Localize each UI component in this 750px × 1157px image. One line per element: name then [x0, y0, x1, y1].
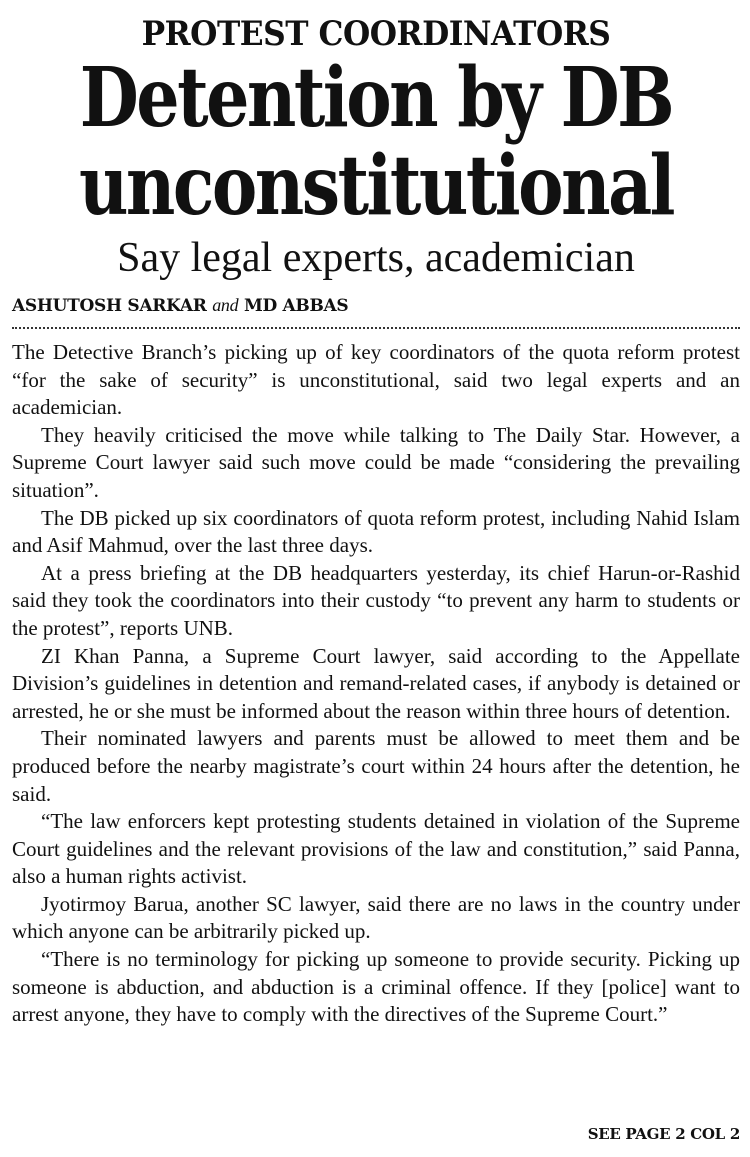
article-body: [12, 339, 740, 1029]
byline-author-2: MD ABBAS: [243, 296, 349, 316]
dotted-divider: [12, 327, 740, 329]
paragraph: Their nominated lawyers and parents must be allowed to meet them and be produced before the nearby magistrate’s court within 24 hours after the detention, he said.: [12, 726, 740, 806]
paragraph: They heavily criticised the move while talking to The Daily Star. However, a Supreme Court lawyer said such move could be made “considering the prevailing situation”.: [12, 422, 740, 502]
kicker: PROTEST COORDINATORS: [141, 14, 611, 54]
headline: [74, 50, 678, 234]
headline-line-2: unconstitutional: [78, 138, 674, 234]
paragraph: “There is no terminology for picking up someone to provide security. Picking up someone is abduction, and abduction is a criminal offence. If they [police] want to arrest anyone, they have to comply with the directives of the Supreme Court.”: [12, 947, 740, 1027]
paragraph: The Detective Branch’s picking up of key coordinators of the quota reform protest “for the sake of security” is unconstitutional, said two legal experts and an academician.: [12, 340, 740, 420]
byline-author-1: ASHUTOSH SARKAR: [12, 296, 207, 316]
byline-conjunction: and: [212, 295, 239, 315]
paragraph: ZI Khan Panna, a Supreme Court lawyer, said according to the Appellate Division’s guidelines in detention and remand-related cases, if anybody is detained or arrested, he or she must be informed about the reason within three hours of detention.: [12, 643, 740, 723]
paragraph: Jyotirmoy Barua, another SC lawyer, said there are no laws in the country under which anyone can be arbitrarily picked up.: [12, 891, 740, 944]
continued-jump-line: SEE PAGE 2 COL 2: [587, 1125, 740, 1143]
headline-line-1: Detention by DB: [79, 50, 673, 146]
paragraph: “The law enforcers kept protesting students detained in violation of the Supreme Court guidelines and the relevant provisions of the law and constitution,” said Panna, also a human rights activist.: [12, 809, 740, 889]
byline: [12, 294, 740, 317]
subheadline: Say legal experts, academician: [117, 235, 635, 281]
paragraph: At a press briefing at the DB headquarters yesterday, its chief Harun-or-Rashid said they took the coordinators into their custody “to prevent any harm to students or the protest”, reports UNB.: [12, 560, 740, 640]
paragraph: The DB picked up six coordinators of quota reform protest, including Nahid Islam and Asif Mahmud, over the last three days.: [12, 505, 740, 558]
